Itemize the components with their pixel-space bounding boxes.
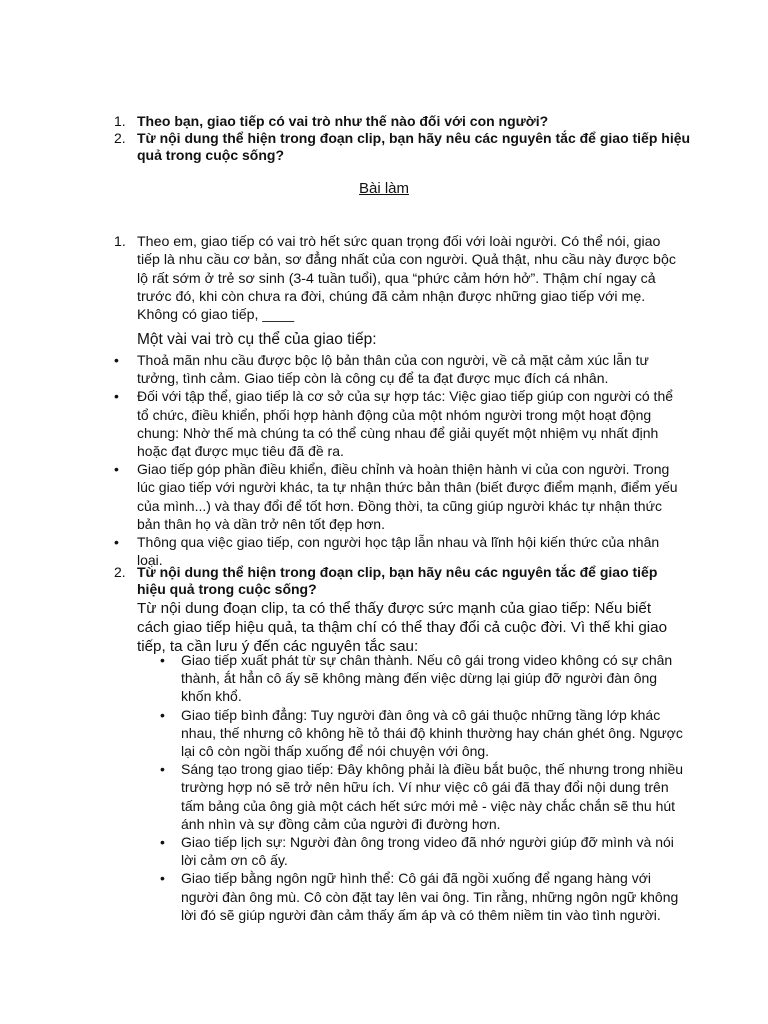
list-item <box>160 706 688 761</box>
list-item <box>160 869 688 924</box>
bullet-icon: • <box>160 706 165 723</box>
list-item <box>160 651 688 706</box>
list-item-text: Thông qua việc giao tiếp, con người học tập lẫn nhau và lĩnh hội kiến thức của nhân loại. <box>137 534 660 569</box>
answer-2-question <box>114 564 682 598</box>
bullet-icon: • <box>114 352 119 368</box>
bullet-icon: • <box>114 388 119 405</box>
bullet-icon: • <box>114 461 119 478</box>
list-item <box>114 460 682 533</box>
list-item <box>114 387 682 460</box>
answer-2-intro: Từ nội dung đoạn clip, ta có thể thấy được sức mạnh của giao tiếp: Nếu biết cách giao tiếp hiệu quả, ta thậm chí có thể thay đổi cả cuộc đời. Vì thế khi giao tiếp, ta cần lưu ý đến các nguyên tắc sau: <box>137 600 668 655</box>
list-item-text: Giao tiếp bằng ngôn ngữ hình thể: Cô gái đã ngồi xuống để ngang hàng với người đàn ông mù. Cô còn đặt tay lên vai ông. Tin rằng, những ngôn ngữ không lời đó sẽ giúp người đàn cảm thấy ấm áp và có thêm niềm tin vào tình người. <box>181 870 679 923</box>
question-list <box>114 113 694 164</box>
bullet-icon: • <box>114 534 119 551</box>
question-text: Từ nội dung thể hiện trong đoạn clip, bạn hãy nêu các nguyên tắc để giao tiếp hiệu quả trong cuộc sống? <box>137 130 691 163</box>
roles-bullet-list <box>114 351 682 569</box>
list-item-text: Giao tiếp lịch sự: Người đàn ông trong video đã nhớ người giúp đỡ mình và nói lời cảm ơn cô ấy. <box>181 834 674 869</box>
principles-bullet-list <box>160 651 688 924</box>
list-item-text: Giao tiếp góp phần điều khiển, điều chỉnh và hoàn thiện hành vi của con người. Trong lúc giao tiếp với người khác, ta tự nhận thức bản thân (biết được điểm mạnh, điểm yếu của mình...) và thay đổi để tốt hơn. Đồng thời, ta cũng giúp người khác tự nhận thức bản thân họ và dần trở nên tốt đẹp hơn. <box>137 461 678 532</box>
page-title-text: Bài làm <box>358 180 410 197</box>
list-item-text: Giao tiếp xuất phát từ sự chân thành. Nếu cô gái trong video không có sự chân thành, ắt hẳn cô ấy sẽ không màng đến việc dừng lại giúp đỡ người đàn ông khốn khổ. <box>181 652 673 705</box>
list-item-text: Thoả mãn nhu cầu được bộc lộ bản thân của con người, về cả mặt cảm xúc lẫn tư tưởng, tình cảm. Giao tiếp còn là công cụ để ta đạt được mục đích cá nhân. <box>137 352 649 387</box>
list-item-text: Sáng tạo trong giao tiếp: Đây không phải là điều bắt buộc, thế nhưng trong nhiều trường hợp nó sẽ trở nên hữu ích. Ví như việc cô gái đã thay đổi nội dung trên tấm bảng của ông già một cách hết sức mới mẻ - việc này chắc chắn sẽ thu hút ánh nhìn và sự đồng cảm của người đi đường hơn. <box>181 761 684 832</box>
question-number: 2. <box>114 130 126 146</box>
roles-heading: Một vài vai trò cụ thể của giao tiếp: <box>137 331 377 348</box>
answer-2-question-text: Từ nội dung thể hiện trong đoạn clip, bạn hãy nêu các nguyên tắc để giao tiếp hiệu quả trong cuộc sống? <box>137 564 658 597</box>
question-text: Theo bạn, giao tiếp có vai trò như thế nào đối với con người? <box>137 113 549 129</box>
list-item-text: Giao tiếp bình đẳng: Tuy người đàn ông và cô gái thuộc những tầng lớp khác nhau, thế nhưng cô không hề tỏ thái độ khinh thường hay chán ghét ông. Ngược lại cô còn ngồi thấp xuống để nói chuyện với ông. <box>181 706 683 760</box>
question-item <box>114 113 694 130</box>
answer-1-text: Theo em, giao tiếp có vai trò hết sức quan trọng đối với loài người. Có thể nói, giao tiếp là nhu cầu cơ bản, sơ đẳng nhất của con người. Quả thật, nhu cầu này được bộc lộ rất sớm ở trẻ sơ sinh (3-4 tuần tuổi), qua “phức cảm hớn hở”. Thậm chí ngay cả trước đó, khi còn chưa ra đời, chúng đã cảm nhận được những giao tiếp với mẹ. Không có giao tiếp, ____ <box>137 234 676 324</box>
list-item <box>160 833 688 869</box>
bullet-icon: • <box>160 652 165 668</box>
answer-number: 2. <box>114 564 126 580</box>
question-number: 1. <box>114 113 126 129</box>
page-title <box>0 180 768 197</box>
list-item-text: Đối với tập thể, giao tiếp là cơ sở của sự hợp tác: Việc giao tiếp giúp con người có thể tổ chức, điều khiển, phối hợp hành động của một nhóm người trong một hoạt động chung: Nhờ thế mà chúng ta có thể cùng nhau để giải quyết một nhiệm vụ nhất định hoặc đạt được mục tiêu đã đề ra. <box>137 388 674 460</box>
list-item <box>160 760 688 833</box>
list-item <box>114 351 682 387</box>
answer-1-paragraph <box>114 233 682 324</box>
answer-number: 1. <box>114 234 126 250</box>
question-item <box>114 130 694 164</box>
answer-1-item <box>114 233 682 324</box>
bullet-icon: • <box>160 834 165 851</box>
bullet-icon: • <box>160 761 165 778</box>
bullet-icon: • <box>160 870 165 887</box>
